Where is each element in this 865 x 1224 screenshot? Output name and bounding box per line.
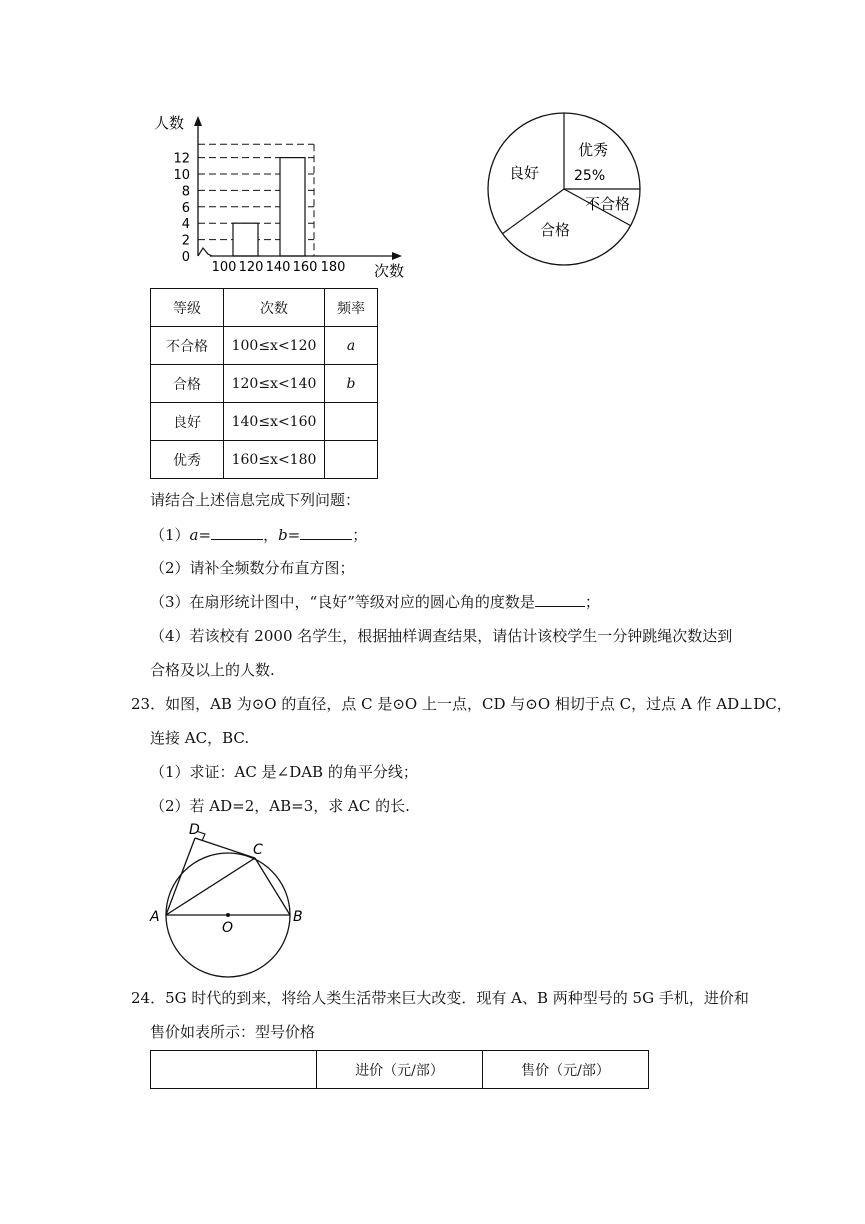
pie-value-excellent: 25%	[574, 168, 606, 184]
segment-ac	[166, 858, 255, 915]
problem-23-line-1: 23．如图，AB 为⊙O 的直径，点 C 是⊙O 上一点，CD 与⊙O 相切于点 C，过点 A 作 AD⊥DC，	[131, 695, 792, 713]
segment-bc	[255, 858, 290, 915]
table-cell	[325, 441, 378, 479]
table-cell: a	[325, 327, 378, 365]
x-tick-label-120: 120	[238, 260, 264, 275]
price-header-empty	[151, 1051, 317, 1089]
y-tick-label-4: 4	[181, 217, 190, 233]
table-header-row	[151, 289, 378, 327]
table-row	[151, 403, 378, 441]
table-cell: 合格	[151, 365, 224, 403]
frequency-table	[150, 288, 378, 479]
histogram-x-label: 次数	[374, 262, 405, 280]
table-cell: b	[325, 365, 378, 403]
pie-label-fail: 不合格	[585, 195, 631, 213]
table-cell	[325, 403, 378, 441]
problem-23-line-2: 连接 AC，BC.	[150, 729, 250, 747]
segment-ad	[166, 838, 195, 915]
point-label-b: B	[293, 909, 303, 925]
x-tick-label-180: 180	[320, 260, 346, 275]
histogram	[140, 108, 430, 283]
y-tick-label-0: 0	[181, 250, 190, 265]
q1-end: ；	[352, 526, 368, 544]
q1-b-label: b=	[278, 526, 301, 544]
price-header-cost: 进价（元/部）	[317, 1051, 483, 1089]
table-cell: 100≤x<120	[224, 327, 325, 365]
q1-comma: ，	[263, 526, 279, 544]
y-tick-label-2: 2	[181, 233, 190, 249]
answer-blank-a[interactable]	[211, 525, 263, 540]
table-row	[151, 365, 378, 403]
axis-break-mark	[198, 248, 212, 256]
histogram-y-ticks	[173, 152, 190, 265]
y-tick-label-8: 8	[181, 184, 190, 200]
table-cell: 120≤x<140	[224, 365, 325, 403]
question-4-line-2: 合格及以上的人数.	[150, 661, 275, 679]
center-point	[226, 913, 230, 917]
q3-end: ；	[584, 593, 600, 611]
histogram-y-label: 人数	[154, 114, 185, 132]
histogram-bar-120-140	[233, 223, 258, 256]
point-label-o: O	[222, 920, 234, 936]
x-axis-arrow	[392, 252, 402, 260]
circle-geometry-figure	[145, 818, 320, 983]
problem-24-line-1: 24．5G 时代的到来，将给人类生活带来巨大改变．现有 A、B 两种型号的 5G 手机，进价和	[131, 989, 749, 1007]
pie-label-good: 良好	[509, 164, 540, 182]
header-frequency: 频率	[325, 289, 378, 327]
problem-24-line-2: 售价如表所示：型号价格	[150, 1023, 316, 1041]
pie-chart	[485, 110, 645, 270]
price-header-sale: 售价（元/部）	[483, 1051, 649, 1089]
price-table	[150, 1050, 649, 1089]
point-label-c: C	[253, 842, 263, 858]
table-cell: 不合格	[151, 327, 224, 365]
y-tick-label-10: 10	[173, 168, 190, 183]
problem-23-sub-1: （1）求证：AC 是∠DAB 的角平分线；	[150, 763, 418, 781]
question-3	[150, 592, 600, 612]
histogram-bar-140-160	[280, 158, 305, 256]
problem-23-sub-2: （2）若 AD=2，AB=3，求 AC 的长.	[150, 797, 410, 815]
prompt-text: 请结合上述信息完成下列问题：	[150, 491, 361, 509]
x-tick-label-140: 140	[265, 260, 291, 275]
table-row	[151, 441, 378, 479]
question-2: （2）请补全频数分布直方图；	[150, 559, 355, 577]
table-row	[151, 327, 378, 365]
histogram-x-ticks	[212, 260, 346, 275]
y-tick-label-6: 6	[181, 200, 190, 216]
question-4-line-1: （4）若该校有 2000 名学生，根据抽样调查结果，请估计该校学生一分钟跳绳次数达到	[150, 627, 733, 645]
tangent-dc	[195, 838, 255, 858]
q1-prefix: （1）	[150, 526, 190, 544]
answer-blank-angle[interactable]	[535, 592, 585, 607]
header-count: 次数	[224, 289, 325, 327]
x-tick-label-100: 100	[211, 260, 237, 275]
price-table-header-row	[151, 1051, 649, 1089]
pie-label-excellent: 优秀	[578, 141, 609, 159]
y-axis-arrow	[194, 116, 202, 126]
answer-blank-b[interactable]	[300, 525, 352, 540]
header-grade: 等级	[151, 289, 224, 327]
q3-text: （3）在扇形统计图中，“良好”等级对应的圆心角的度数是	[150, 593, 535, 611]
x-tick-label-160: 160	[292, 260, 318, 275]
point-label-a: A	[150, 909, 160, 925]
table-cell: 140≤x<160	[224, 403, 325, 441]
q1-a-label: a=	[189, 526, 212, 544]
question-1	[150, 525, 367, 545]
table-cell: 优秀	[151, 441, 224, 479]
table-cell: 良好	[151, 403, 224, 441]
y-tick-label-12: 12	[173, 151, 190, 167]
table-cell: 160≤x<180	[224, 441, 325, 479]
pie-label-pass: 合格	[540, 221, 571, 239]
point-label-d: D	[189, 822, 200, 838]
